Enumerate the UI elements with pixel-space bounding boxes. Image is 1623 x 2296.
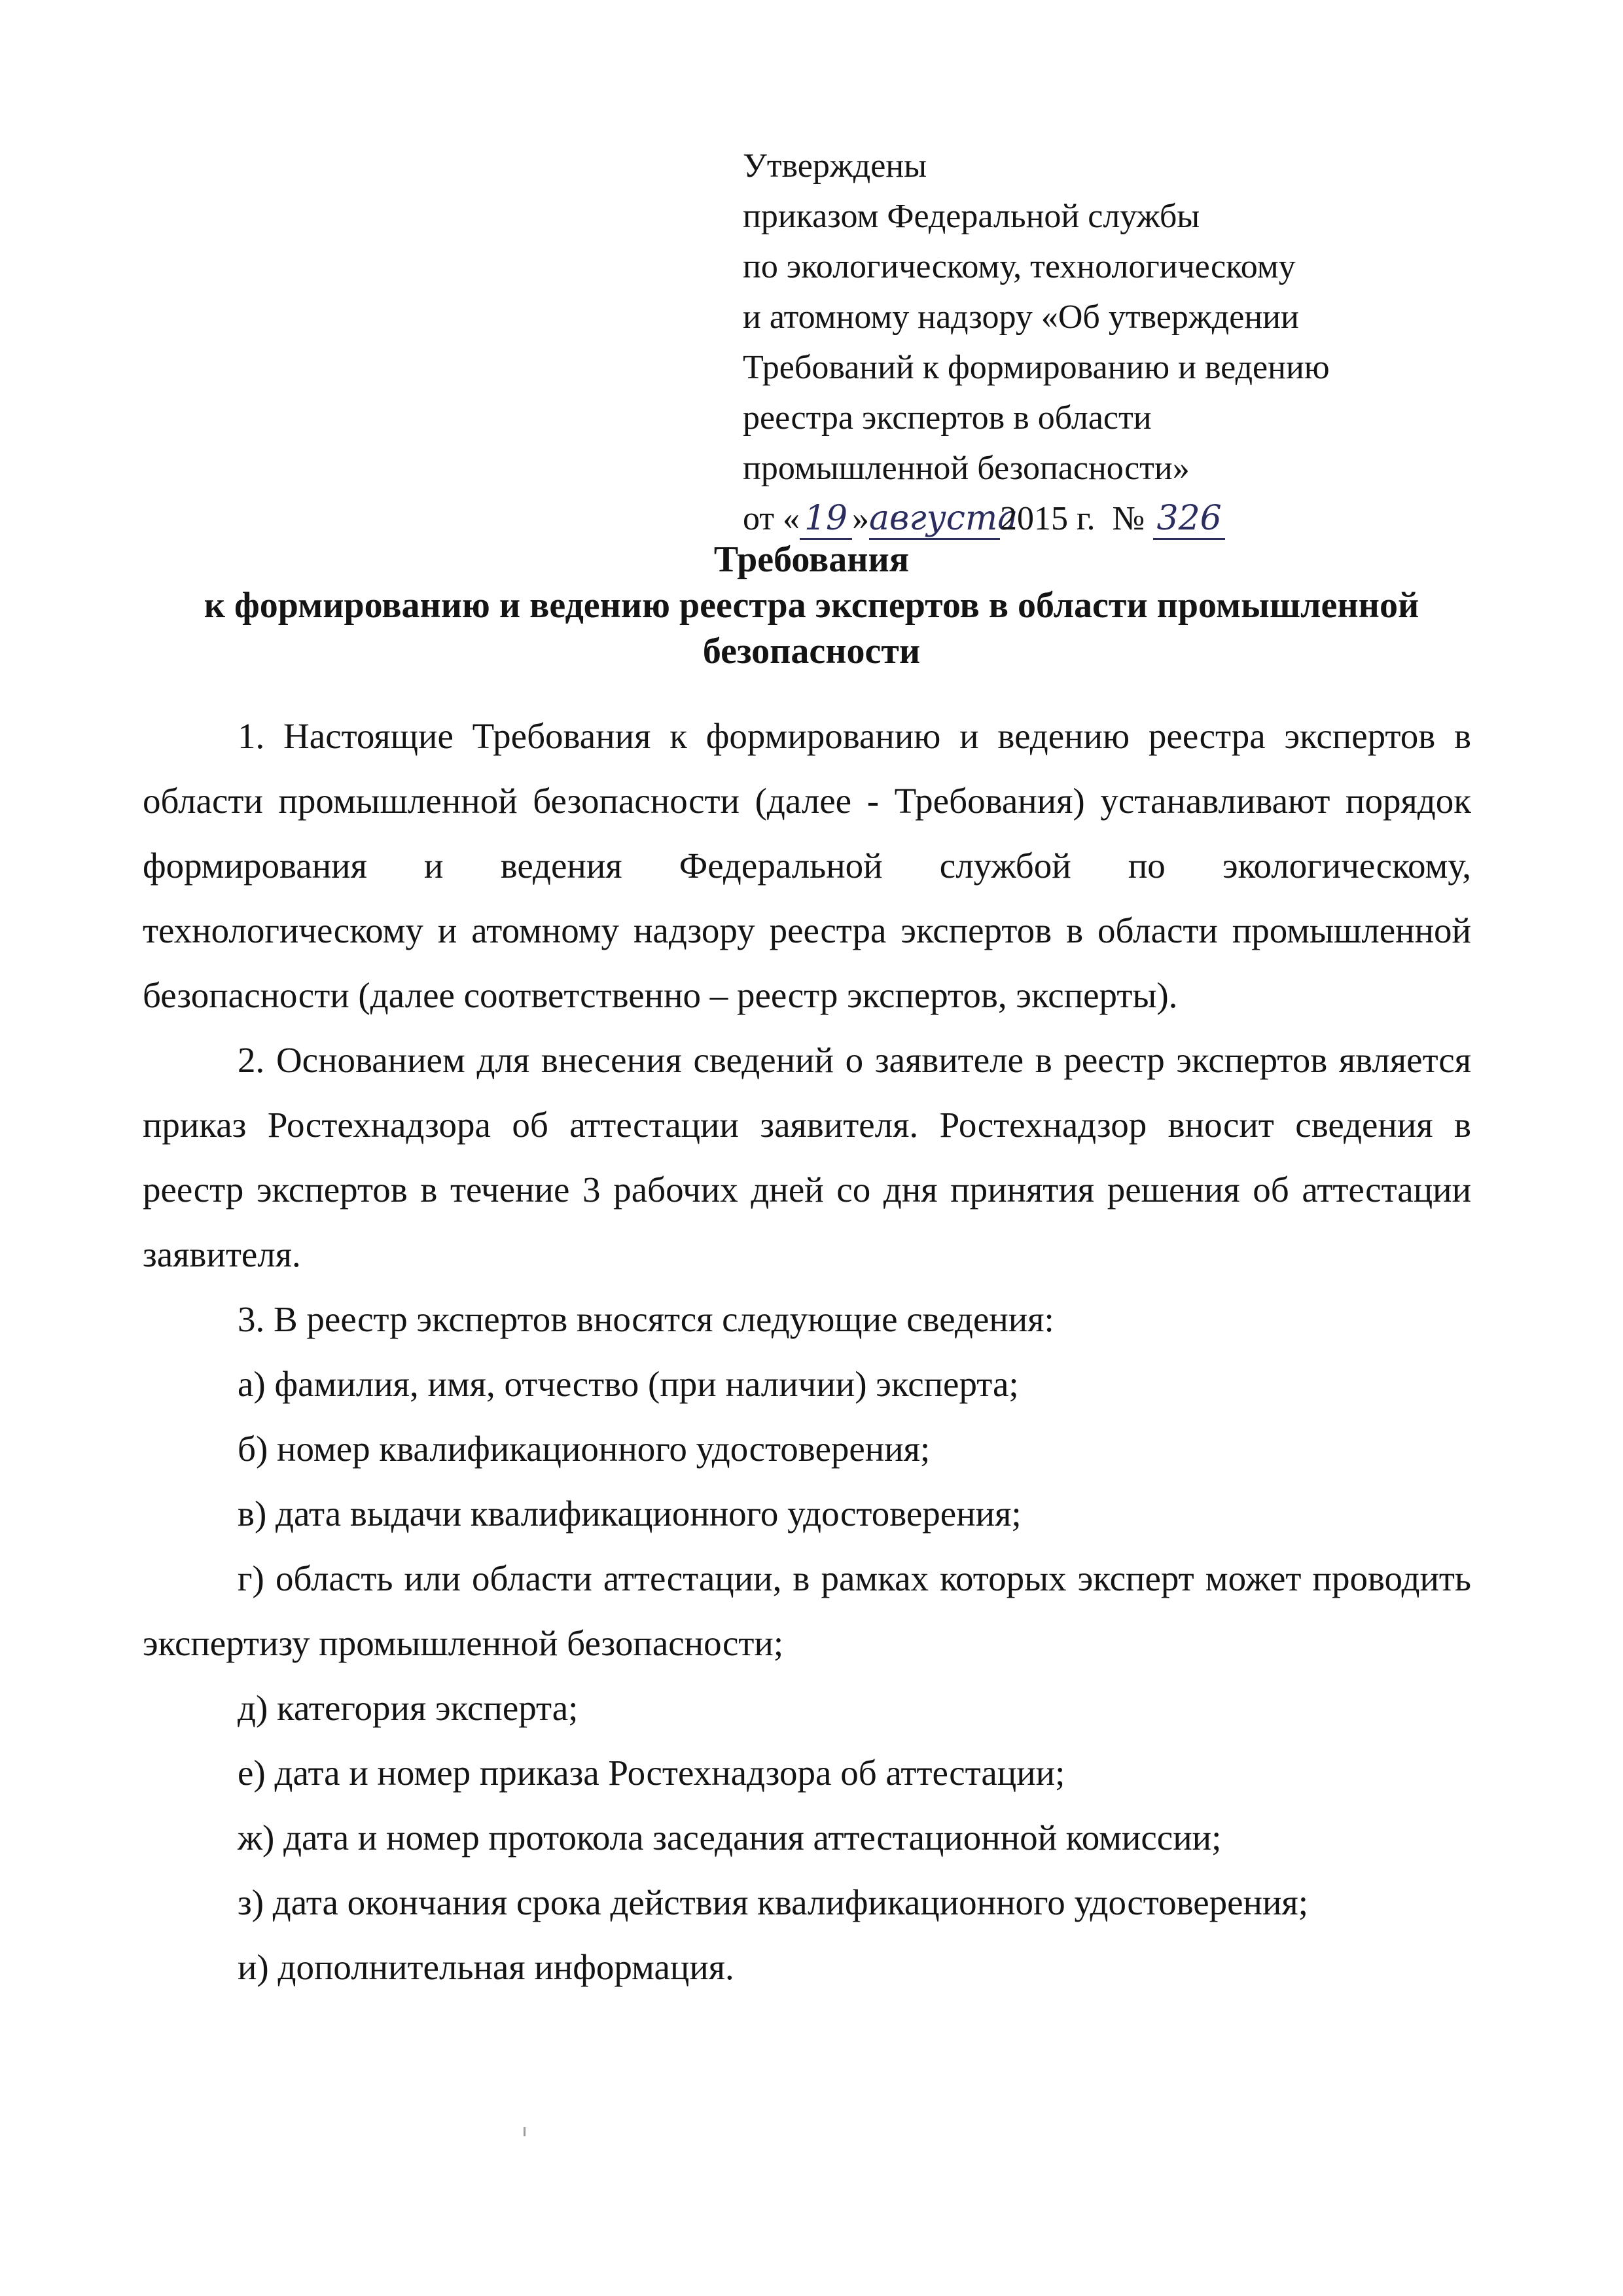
list-item: и) дополнительная информация. (238, 1947, 734, 1987)
list-item: ж) дата и номер протокола заседания аттестационной комиссии; (238, 1818, 1222, 1857)
list-item: з) дата окончания срока действия квалификационного удостоверения; (238, 1882, 1308, 1922)
approval-line: реестра экспертов в области (743, 399, 1152, 437)
paragraph-2: 2. Основанием для внесения сведений о заявителе в реестр экспертов является приказ Ростехнадзора об аттестации заявителя. Ростехнадзор вносит сведения в реестр экспертов в течение 3 рабочих дней со дня принятия решения об аттестации заявителя. (143, 1040, 1471, 1274)
number-prefix: № (1112, 500, 1145, 537)
approval-line: Требований к формированию и ведению (743, 349, 1330, 386)
approval-line: по экологическому, технологическому (743, 248, 1296, 285)
list-item: г) область или области аттестации, в рамках которых эксперт может проводить экспертизу промышленной безопасности; (143, 1558, 1471, 1663)
title-line-2: к формированию и ведению реестра экспертов в области промышленной (204, 585, 1419, 626)
approval-line: приказом Федеральной службы (743, 198, 1200, 235)
handwritten-day: 19 (800, 499, 852, 540)
title-line-3: безопасности (702, 631, 921, 672)
handwritten-number: 326 (1153, 499, 1225, 540)
paragraph-1: 1. Настоящие Требования к формированию и ведению реестра экспертов в области промышленной безопасности (далее - Требования) устанавливают порядок формирования и ведения Федеральной службой по экологическому, технологическому и атомному надзору реестра экспертов в области промышленной безопасности (далее соответственно – реестр экспертов, эксперты). (143, 716, 1471, 1015)
date-year: 2015 г. (1000, 500, 1096, 537)
document-body (143, 704, 1471, 2000)
approval-line: Утверждены (743, 147, 927, 185)
list-item: д) категория эксперта; (238, 1688, 579, 1728)
approval-line: промышленной безопасности» (743, 450, 1190, 487)
list-item: б) номер квалификационного удостоверения; (238, 1429, 931, 1469)
paragraph-3: 3. В реестр экспертов вносятся следующие сведения: (238, 1299, 1054, 1339)
document-title (124, 537, 1499, 674)
approval-block (743, 141, 1515, 544)
list-item: а) фамилия, имя, отчество (при наличии) эксперта; (238, 1364, 1019, 1404)
list-item: е) дата и номер приказа Ростехнадзора об аттестации; (238, 1753, 1065, 1793)
list-item: в) дата выдачи квалификационного удостоверения; (238, 1494, 1022, 1534)
approval-line: и атомному надзору «Об утверждении (743, 298, 1299, 336)
date-prefix: от « (743, 500, 800, 537)
title-line-1: Требования (713, 539, 910, 580)
date-mid: » (852, 500, 870, 537)
scan-speck (524, 2127, 526, 2136)
handwritten-month: августа (869, 499, 1000, 540)
